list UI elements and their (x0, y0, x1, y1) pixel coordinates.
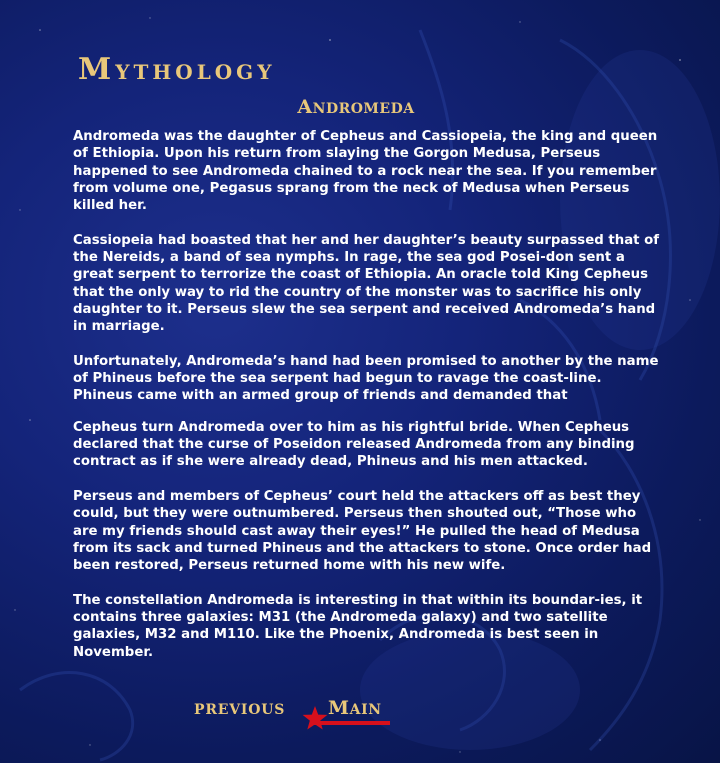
paragraph: Cepheus turn Andromeda over to him as his rightful bride. When Cepheus declared that the curse of Poseidon released Andromeda from any binding contract as if she were already dead, Phineus and his men attacked. (73, 419, 635, 470)
paragraph: Unfortunately, Andromeda’s hand had been promised to another by the name of Phineus before the sea serpent had begun to ravage the coast-line. Phineus came with an armed group of friends and demanded that (73, 353, 659, 404)
main-link[interactable] (328, 697, 382, 719)
page-title-rest: YTHOLOGY (115, 60, 276, 84)
section-title-rest: NDROMEDA (312, 101, 415, 117)
main-link-rest: AIN (349, 702, 382, 718)
paragraph: Andromeda was the daughter of Cepheus and Cassiopeia, the king and queen of Ethiopia. Upon his return from slaying the Gorgon Medusa, Perseus happened to see Andromeda chained to a rock near the sea. If you remember from volume one, Pegasus sprang from the neck of Medusa when Perseus killed her. (73, 129, 658, 214)
main-link-underline (314, 721, 390, 725)
section-title-initial: A (297, 96, 313, 118)
previous-link[interactable]: PREVIOUS (194, 702, 286, 718)
article-body (73, 128, 663, 678)
page-title (78, 52, 276, 87)
red-star-icon (302, 705, 328, 731)
section-title (0, 96, 712, 118)
page-title-initial: M (78, 52, 116, 87)
paragraph: Cassiopeia had boasted that her and her daughter’s beauty surpassed that of the Nereids, a band of sea nymphs. In rage, the sea god Posei-don sent a great serpent to terrorize the coast of Ethiopia. An oracle told King Cepheus that the only way to rid the country of the monster was to sacrifice his only daughter to it. Perseus slew the sea serpent and received Andromeda’s hand in marriage. (73, 232, 660, 335)
main-link-initial: M (328, 697, 350, 719)
paragraph: Perseus and members of Cepheus’ court held the attackers off as best they could, but they were outnumbered. Perseus then shouted out, “Those who are my friends should cast away their eyes!” He pulled the head of Medusa from its sack and turned Phineus and the attackers to stone. Once order had been restored, Perseus returned home with his new wife. (73, 488, 652, 574)
navigation-bar (194, 697, 414, 737)
paragraph: The constellation Andromeda is interesting in that within its boundar-ies, it contains three galaxies: M31 (the Andromeda galaxy) and two satellite galaxies, M32 and M110. Like the Phoenix, Andromeda is best seen in November. (73, 592, 643, 660)
